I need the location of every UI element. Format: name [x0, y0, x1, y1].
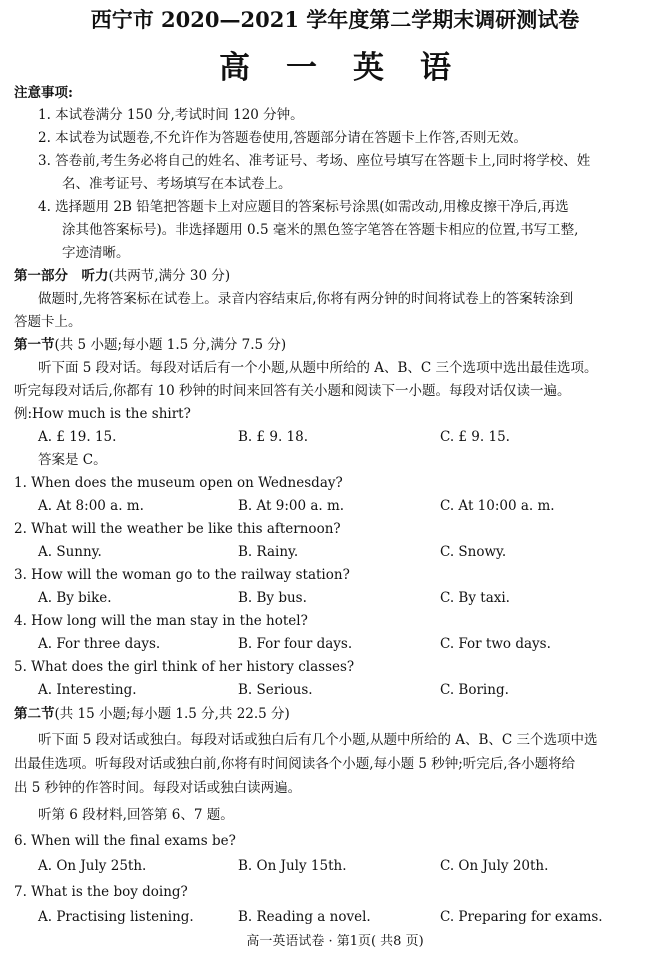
example-question: 例:How much is the shirt? [14, 406, 191, 422]
subject-title [0, 42, 670, 87]
option: A. Practising listening. [38, 909, 194, 925]
subject-char: 英 [353, 50, 384, 86]
section1-heading-rest: (共 5 小题;每小题 1.5 分,满分 7.5 分) [54, 337, 287, 353]
option: C. By taxi. [440, 590, 510, 606]
notice-item: 名、准考证号、考场填写在本试卷上。 [62, 176, 292, 192]
notice-heading: 注意事项: [14, 85, 73, 101]
question: 3. How will the woman go to the railway station? [14, 567, 350, 583]
option: B. Rainy. [238, 544, 299, 560]
section2-intro: 听下面 5 段对话或独白。每段对话或独白后有几个小题,从题中所给的 A、B、C 三个选项中选 [38, 732, 598, 748]
example-answer: 答案是 C。 [38, 452, 107, 468]
example-option: C. £ 9. 15. [440, 429, 510, 445]
option: C. Preparing for exams. [440, 909, 603, 925]
option: B. For four days. [238, 636, 353, 652]
section2-intro: 出最佳选项。听每段对话或独白前,你将有时间阅读各个小题,每小题 5 秒钟;听完后,各小题将给 [14, 756, 576, 772]
option: B. At 9:00 a. m. [238, 498, 345, 514]
option: A. At 8:00 a. m. [38, 498, 144, 514]
section2-heading-rest: (共 15 小题;每小题 1.5 分,共 22.5 分) [54, 706, 290, 722]
notice-item: 3. 答卷前,考生务必将自己的姓名、准考证号、考场、座位号填写在答题卡上,同时将学校、姓 [38, 153, 591, 169]
subject-char: 一 [286, 50, 317, 86]
option: B. Serious. [238, 682, 313, 698]
section2-heading-bold: 第二节 [14, 706, 55, 722]
option: B. On July 15th. [238, 858, 347, 874]
example-option: A. £ 19. 15. [38, 429, 117, 445]
option: B. By bus. [238, 590, 307, 606]
question: 6. When will the final exams be? [14, 833, 236, 849]
notice-item: 字迹清晰。 [62, 245, 130, 261]
section1-intro: 听完每段对话后,你都有 10 秒钟的时间来回答有关小题和阅读下一小题。每段对话仅读一遍。 [14, 383, 571, 399]
notice-item: 4. 选择题用 2B 铅笔把答题卡上对应题目的答案标号涂黑(如需改动,用橡皮擦干净后,再选 [38, 199, 569, 215]
option: C. On July 20th. [440, 858, 549, 874]
section1-heading [14, 336, 286, 354]
option: C. Boring. [440, 682, 509, 698]
option: A. On July 25th. [38, 858, 147, 874]
option: C. For two days. [440, 636, 551, 652]
subject-char: 高 [219, 50, 250, 86]
part1-heading-rest: (共两节,满分 30 分) [108, 268, 231, 284]
option: A. Interesting. [38, 682, 137, 698]
notice-item: 2. 本试卷为试题卷,不允许作为答题卷使用,答题部分请在答题卡上作答,否则无效。 [38, 130, 528, 146]
question: 7. What is the boy doing? [14, 884, 188, 900]
part1-intro: 做题时,先将答案标在试卷上。录音内容结束后,你将有两分钟的时间将试卷上的答案转涂到 [38, 291, 574, 307]
option: B. Reading a novel. [238, 909, 371, 925]
material-note: 听第 6 段材料,回答第 6、7 题。 [38, 807, 234, 823]
question: 4. How long will the man stay in the hotel? [14, 613, 308, 629]
question: 1. When does the museum open on Wednesday? [14, 475, 343, 491]
option: C. Snowy. [440, 544, 507, 560]
subject-char: 语 [420, 50, 451, 86]
part1-intro: 答题卡上。 [14, 314, 82, 330]
exam-title: 西宁市 2020—2021 学年度第二学期末调研测试卷 [90, 7, 580, 32]
option: A. For three days. [38, 636, 161, 652]
section2-intro: 出 5 秒钟的作答时间。每段对话或独白读两遍。 [14, 780, 302, 796]
section1-intro: 听下面 5 段对话。每段对话后有一个小题,从题中所给的 A、B、C 三个选项中选出最佳选项。 [38, 360, 598, 376]
notice-item: 涂其他答案标号)。非选择题用 0.5 毫米的黑色签字笔答在答题卡相应的位置,书写工整, [62, 222, 579, 238]
section2-heading [14, 705, 290, 723]
option: C. At 10:00 a. m. [440, 498, 555, 514]
option: A. Sunny. [38, 544, 102, 560]
part1-heading-bold: 第一部分 听力 [14, 268, 109, 284]
page-footer: 高一英语试卷 · 第1页( 共8 页) [246, 934, 424, 949]
example-option: B. £ 9. 18. [238, 429, 309, 445]
option: A. By bike. [38, 590, 112, 606]
part1-heading [14, 267, 230, 285]
question: 5. What does the girl think of her history classes? [14, 659, 355, 675]
question: 2. What will the weather be like this afternoon? [14, 521, 341, 537]
notice-item: 1. 本试卷满分 150 分,考试时间 120 分钟。 [38, 107, 304, 123]
section1-heading-bold: 第一节 [14, 337, 55, 353]
